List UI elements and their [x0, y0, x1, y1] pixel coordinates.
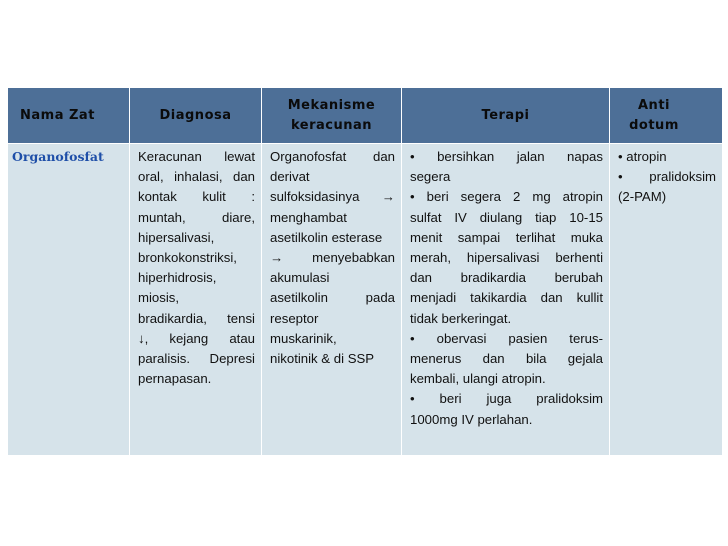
- diagnosa-line: ↓, kejang atau: [138, 330, 255, 346]
- mekanisme-line: asetilkolin esterase: [270, 229, 383, 245]
- terapi-line: menerus dan bila gejala: [410, 351, 603, 367]
- diagnosa-line: pernapasan.: [138, 371, 212, 387]
- header-mekanisme: Mekanisme keracunan: [262, 88, 402, 144]
- terapi-line: menit sampai terlihat muka: [410, 229, 603, 245]
- diagnosa-line: kontak kulit :: [138, 189, 255, 205]
- terapi-line: • obervasi pasien terus-: [410, 330, 603, 346]
- header-nama-zat: Nama Zat: [8, 88, 130, 144]
- terapi-line: kembali, ulangi atropin.: [410, 371, 546, 387]
- mekanisme-line: asetilkolin pada: [270, 290, 395, 306]
- header-terapi: Terapi: [402, 88, 610, 144]
- terapi-line: segera: [410, 169, 451, 185]
- terapi-line: menjadi takikardia dan kullit: [410, 290, 603, 306]
- header-diagnosa: Diagnosa: [130, 88, 262, 144]
- terapi-line: tidak berkeringat.: [410, 310, 512, 326]
- cell-mekanisme: [262, 144, 402, 456]
- diagnosa-line: bradikardia, tensi: [138, 310, 255, 326]
- terapi-line: • beri segera 2 mg atropin: [410, 189, 603, 205]
- diagnosa-line: bronkokonstriksi,: [138, 250, 237, 266]
- diagnosa-line: oral, inhalasi, dan: [138, 169, 255, 185]
- terapi-line: sulfat IV diulang tiap 10-15: [410, 209, 603, 225]
- mekanisme-line: derivat: [270, 169, 310, 185]
- terapi-line: • bersihkan jalan napas: [410, 149, 603, 164]
- cell-terapi: [402, 144, 610, 456]
- mekanisme-line: reseptor: [270, 310, 319, 326]
- cell-antidotum: [610, 144, 722, 456]
- diagnosa-line: hiperhidrosis,: [138, 270, 217, 286]
- mekanisme-line: muskarinik,: [270, 330, 337, 346]
- nama-zat-value: Organofosfat: [12, 149, 104, 164]
- mekanisme-line: nikotinik & di SSP: [270, 351, 375, 367]
- cell-diagnosa: [130, 144, 262, 456]
- mekanisme-line: akumulasi: [270, 270, 330, 286]
- terapi-line: • beri juga pralidoksim: [410, 391, 603, 407]
- antidotum-line: (2-PAM): [618, 189, 667, 205]
- poison-table: [8, 88, 722, 456]
- mekanisme-line: Organofosfat dan: [270, 149, 395, 164]
- header-antidotum: Anti dotum: [610, 88, 722, 144]
- diagnosa-line: paralisis. Depresi: [138, 351, 255, 367]
- terapi-line: dan bradikardia berubah: [410, 270, 603, 286]
- cell-nama-zat: [8, 144, 130, 456]
- mekanisme-line: sulfoksidasinya →: [270, 189, 395, 205]
- diagnosa-line: Keracunan lewat: [138, 149, 255, 164]
- diagnosa-line: muntah, diare,: [138, 209, 255, 225]
- diagnosa-line: miosis,: [138, 290, 180, 306]
- antidotum-line: • pralidoksim: [618, 169, 716, 185]
- terapi-line: 1000mg IV perlahan.: [410, 411, 533, 427]
- mekanisme-line: → menyebabkan: [270, 250, 395, 266]
- terapi-line: merah, hipersalivasi berhenti: [410, 250, 603, 266]
- diagnosa-line: hipersalivasi,: [138, 229, 215, 245]
- antidotum-line: • atropin: [618, 149, 667, 164]
- mekanisme-line: menghambat: [270, 209, 347, 225]
